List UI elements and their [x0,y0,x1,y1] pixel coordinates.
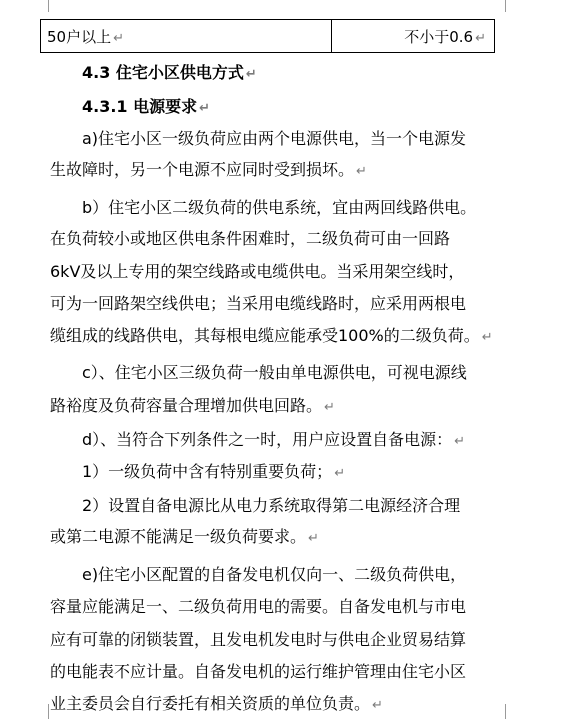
paragraph-mark-icon: ↵ [454,434,466,449]
paragraph-e-line-3: 应有可靠的闭锁装置，且发电机发电时与供电企业贸易结算 [50,630,467,649]
paragraph-mark-icon: ↵ [324,400,335,415]
paragraph-d2-line-2: 或第二电源不能满足一级负荷要求。 ↵ [50,527,319,546]
paragraph-mark-icon: ↵ [334,466,346,481]
paragraph-b-line-5: 缆组成的线路供电，其每根电缆应能承受100%的二级负荷。 ↵ [50,326,493,345]
paragraph-mark-icon: ↵ [199,101,211,116]
paragraph-b-line-2: 在负荷较小或地区供电条件困难时，二级负荷可由一回路 [50,229,451,248]
paragraph-b-line-3: 6kV及以上专用的架空线路或电缆供电。当采用架空线时， [50,262,465,281]
table-cell-households[interactable]: 50户以上 ↵ [41,20,332,53]
paragraph-mark-icon: ↵ [308,531,319,546]
paragraph-mark-icon: ↵ [481,330,493,345]
paragraph-e-line-2: 容量应能满足一、二级负荷用电的需要。自备发电机与市电 [50,597,467,616]
crop-mark-bottom-right [505,704,520,719]
paragraph-e-line-5: 业主委员会自行委托有相关资质的单位负责。 ↵ [50,694,383,713]
crop-mark-top-left [34,0,49,12]
paragraph-e-line-1: e)住宅小区配置的自备发电机仅向一、二级负荷供电， [82,565,467,584]
crop-mark-bottom-left [34,704,49,719]
paragraph-c-line-2: 路裕度及负荷容量合理增加供电回路。 ↵ [50,396,335,415]
paragraph-d1-line-1: 1）一级负荷中含有特别重要负荷； ↵ [82,462,346,481]
paragraph-b-line-1: b）住宅小区二级负荷的供电系统，宜由两回线路供电。 [82,198,477,217]
paragraph-mark-icon: ↵ [113,30,124,46]
paragraph-c-line-1: c）、住宅小区三级负荷一般由单电源供电，可视电源线 [82,363,467,382]
paragraph-mark-icon: ↵ [245,67,257,82]
table-cell-factor[interactable]: 不小于0.6 ↵ [332,20,495,53]
paragraph-mark-icon: ↵ [475,30,486,46]
paragraph-a-line-2: 生故障时，另一个电源不应同时受到损坏。 ↵ [50,160,367,179]
paragraph-d-line-1: d）、当符合下列条件之一时，用户应设置自备电源： ↵ [82,430,466,449]
table-row [41,20,495,53]
crop-mark-top-right [505,0,520,12]
paragraph-mark-icon: ↵ [356,164,367,179]
section-heading: 4.3 住宅小区供电方式 ↵ [82,63,257,82]
paragraph-a-line-1: a)住宅小区一级负荷应由两个电源供电，当一个电源发 [82,129,467,148]
load-factor-table [40,19,495,53]
paragraph-b-line-4: 可为一回路架空线供电；当采用电缆线路时，应采用两根电 [50,294,467,313]
paragraph-e-line-4: 的电能表不应计量。自备发电机的运行维护管理由住宅小区 [50,662,467,681]
paragraph-mark-icon: ↵ [372,698,383,713]
paragraph-d2-line-1: 2）设置自备电源比从电力系统取得第二电源经济合理 [82,496,461,515]
subsection-heading: 4.3.1 电源要求 ↵ [82,97,211,116]
